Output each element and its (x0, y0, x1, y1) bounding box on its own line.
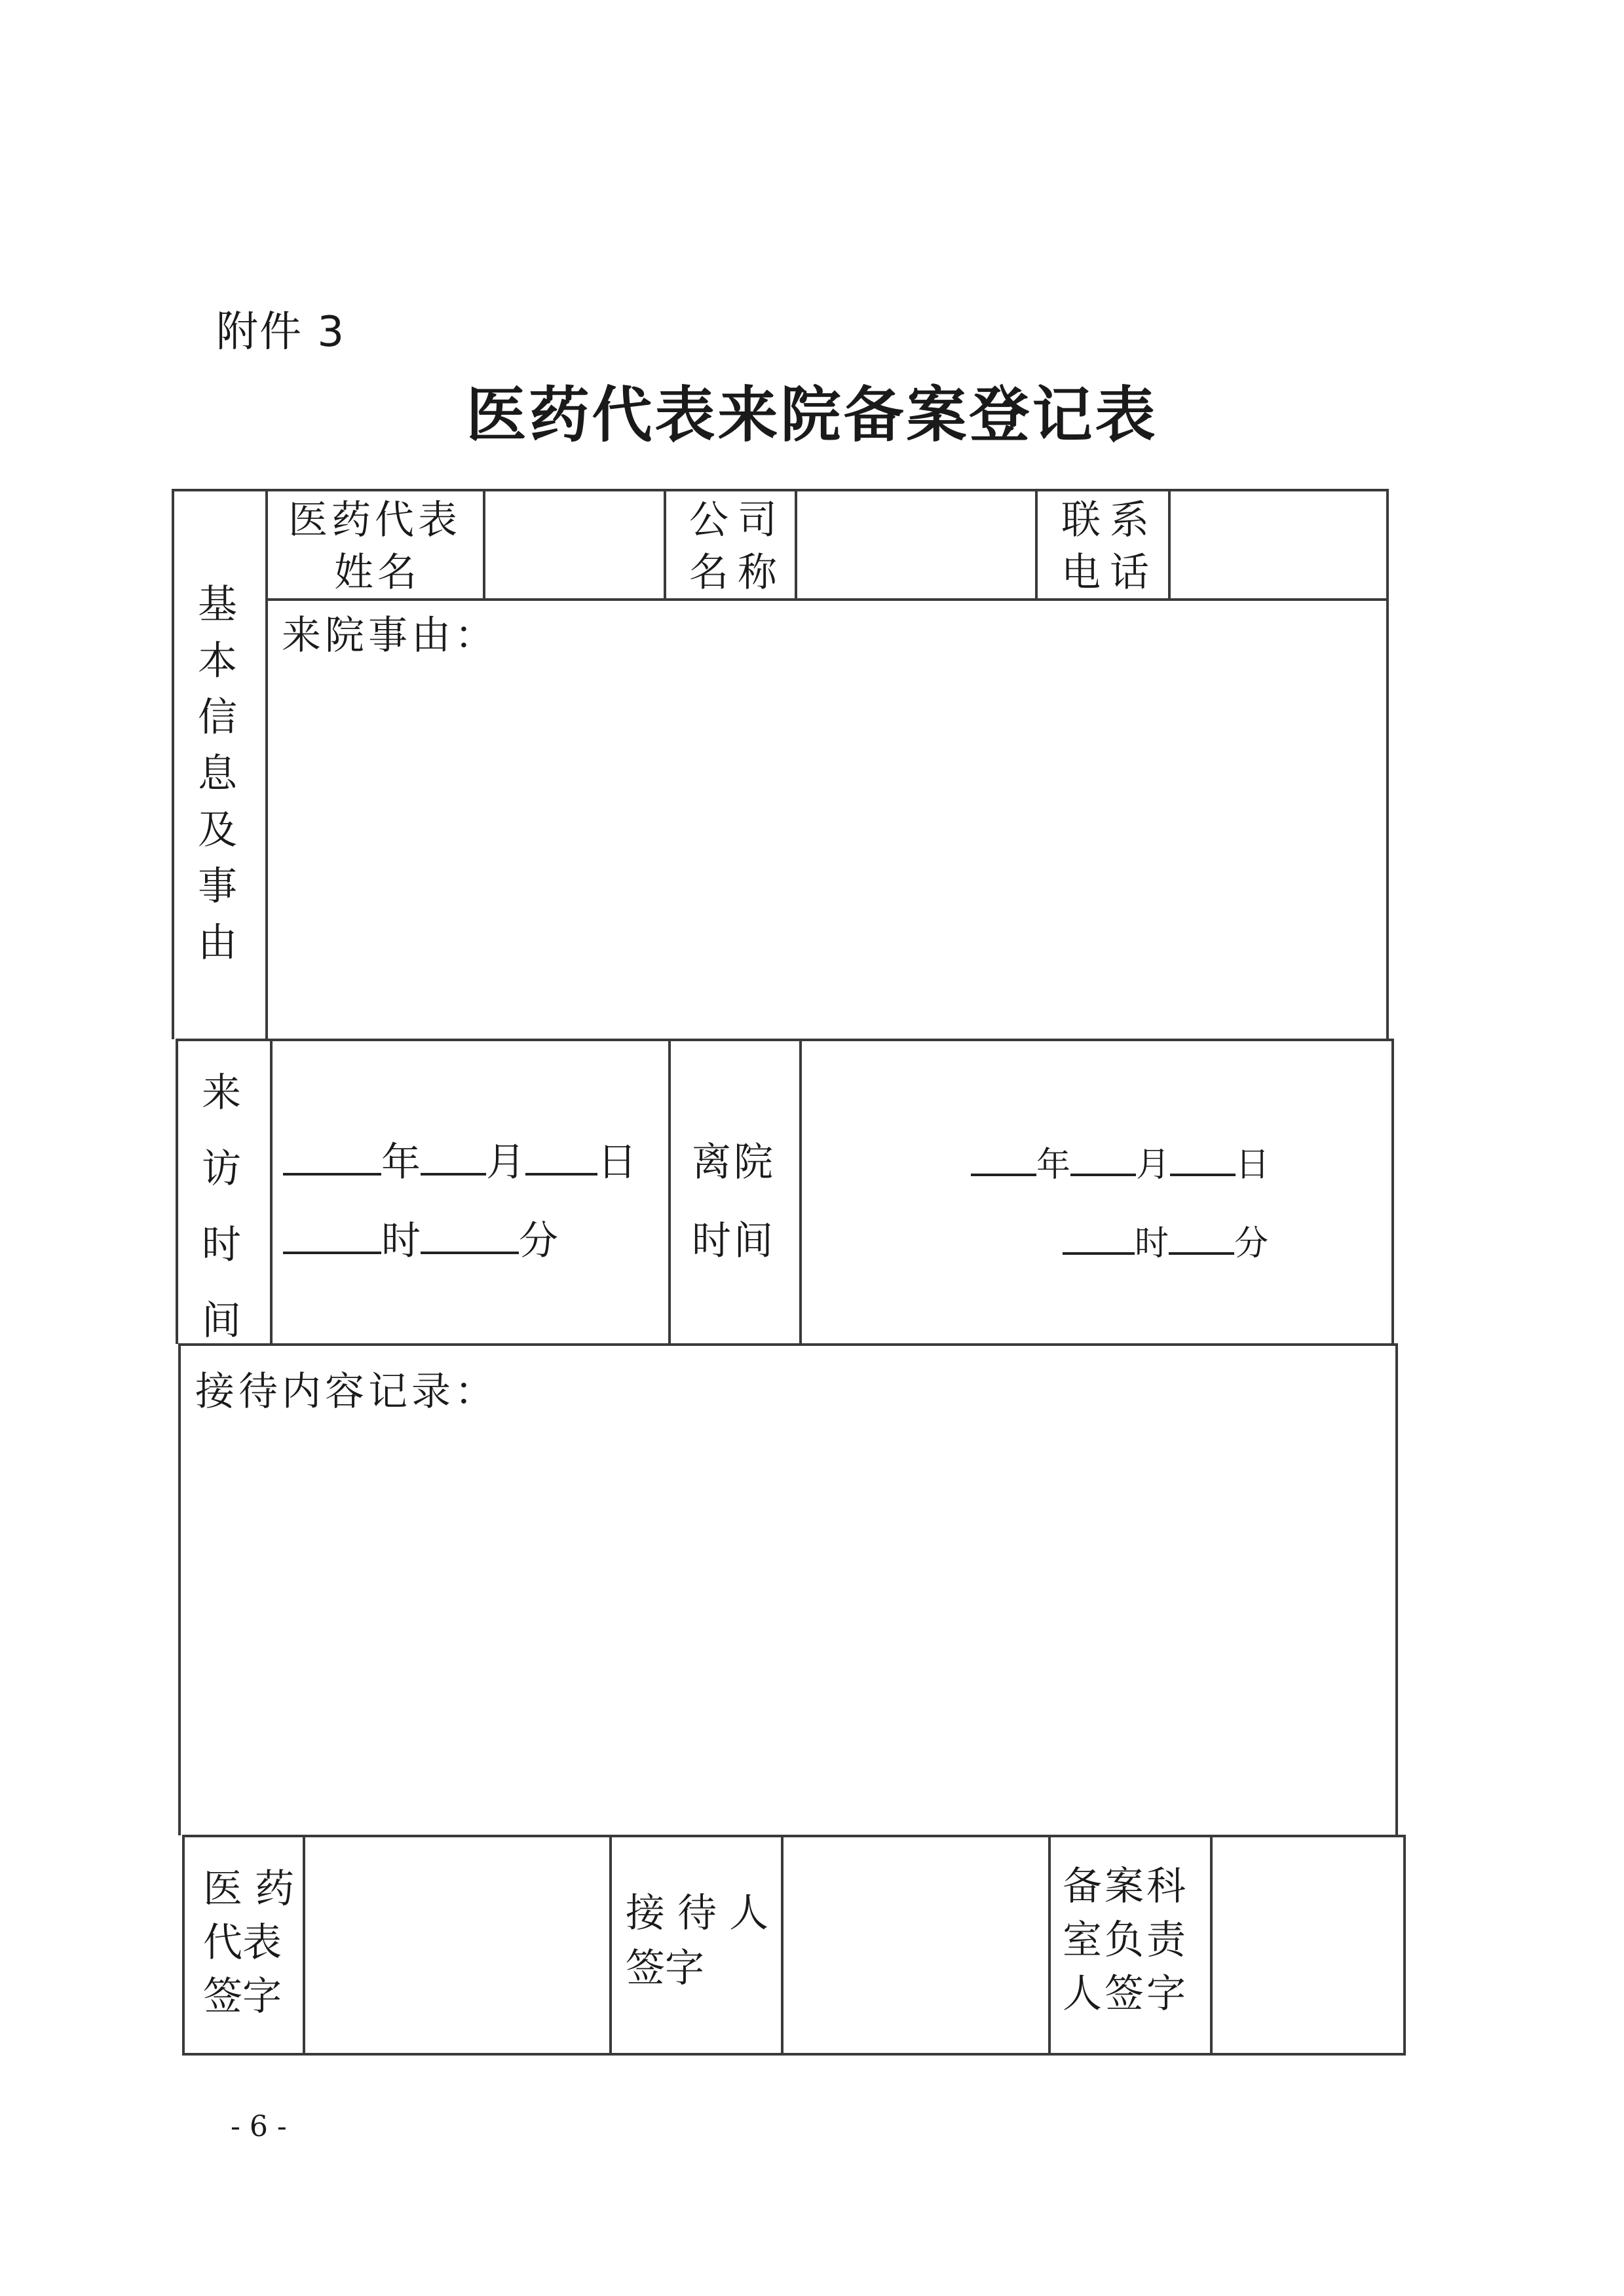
arrival-date[interactable]: 年 月 日 (283, 1135, 637, 1190)
rep-name-field[interactable] (486, 493, 660, 596)
table-line (1048, 1835, 1051, 2056)
table-border-left (182, 1835, 185, 2056)
visit-time-section-label: 来 访 时 间 (202, 1070, 241, 1344)
table-line (176, 1039, 1394, 1041)
dept-signature-field[interactable] (1213, 1839, 1401, 2051)
leave-label-line1: 离院 (692, 1139, 776, 1185)
table-border-right (1403, 1835, 1406, 2056)
phone-label-line1: 联系 (1061, 497, 1158, 543)
reception-record-label: 接待内容记录： (195, 1369, 498, 1415)
visit-reason-field[interactable] (270, 662, 1384, 1035)
phone-label-line2: 电话 (1061, 550, 1158, 596)
table-line (668, 1039, 671, 1344)
table-line (1210, 1835, 1213, 2056)
rep-name-label-line2: 姓名 (334, 550, 421, 596)
company-label-line1: 公司 (689, 497, 786, 543)
reception-record-field[interactable] (183, 1422, 1393, 1831)
receiver-signature-label: 接 待 人 签字 (626, 1890, 769, 1991)
table-line (1168, 489, 1171, 599)
table-line (270, 1039, 273, 1344)
leave-label-line2: 时间 (692, 1218, 776, 1264)
page-number: - 6 - (231, 2110, 287, 2143)
company-field[interactable] (798, 493, 1032, 596)
table-line (265, 489, 268, 1039)
table-line (664, 489, 666, 599)
table-border-right (1395, 1343, 1398, 1835)
table-line (795, 489, 797, 599)
company-label-line2: 名称 (689, 550, 786, 596)
basic-info-section-label: 基 本 信 息 及 事 由 (198, 582, 237, 966)
table-border-left (178, 1343, 181, 1835)
form-title: 医药代表来院备案登记表 (466, 380, 1158, 450)
table-border-top (172, 489, 1389, 491)
leave-date[interactable]: 年 月 日 (971, 1138, 1270, 1193)
table-line (799, 1039, 802, 1344)
table-border-right (1386, 489, 1389, 1039)
arrival-time[interactable]: 时 分 (283, 1214, 558, 1269)
table-line (1035, 489, 1038, 599)
table-line (265, 598, 1389, 601)
table-line (303, 1835, 305, 2056)
rep-signature-field[interactable] (307, 1839, 607, 2051)
dept-signature-label: 备案科 室负责 人签字 (1063, 1864, 1188, 2017)
phone-field[interactable] (1171, 493, 1385, 596)
table-border-left (172, 489, 174, 1039)
table-border-bottom (183, 2053, 1406, 2056)
visit-reason-label: 来院事由： (282, 613, 498, 659)
leave-time[interactable]: 时 分 (1063, 1216, 1268, 1271)
table-border-left (176, 1039, 178, 1344)
table-line (178, 1343, 1398, 1346)
annex-label: 附件 3 (216, 308, 346, 356)
table-line (781, 1835, 784, 2056)
table-border-right (1391, 1039, 1394, 1344)
table-line (182, 1835, 1405, 1837)
table-line (609, 1835, 612, 2056)
table-line (483, 489, 485, 599)
receiver-signature-field[interactable] (785, 1839, 1046, 2051)
rep-signature-label: 医 药 代表 签字 (203, 1866, 295, 2019)
rep-name-label-line1: 医药代表 (288, 497, 461, 543)
